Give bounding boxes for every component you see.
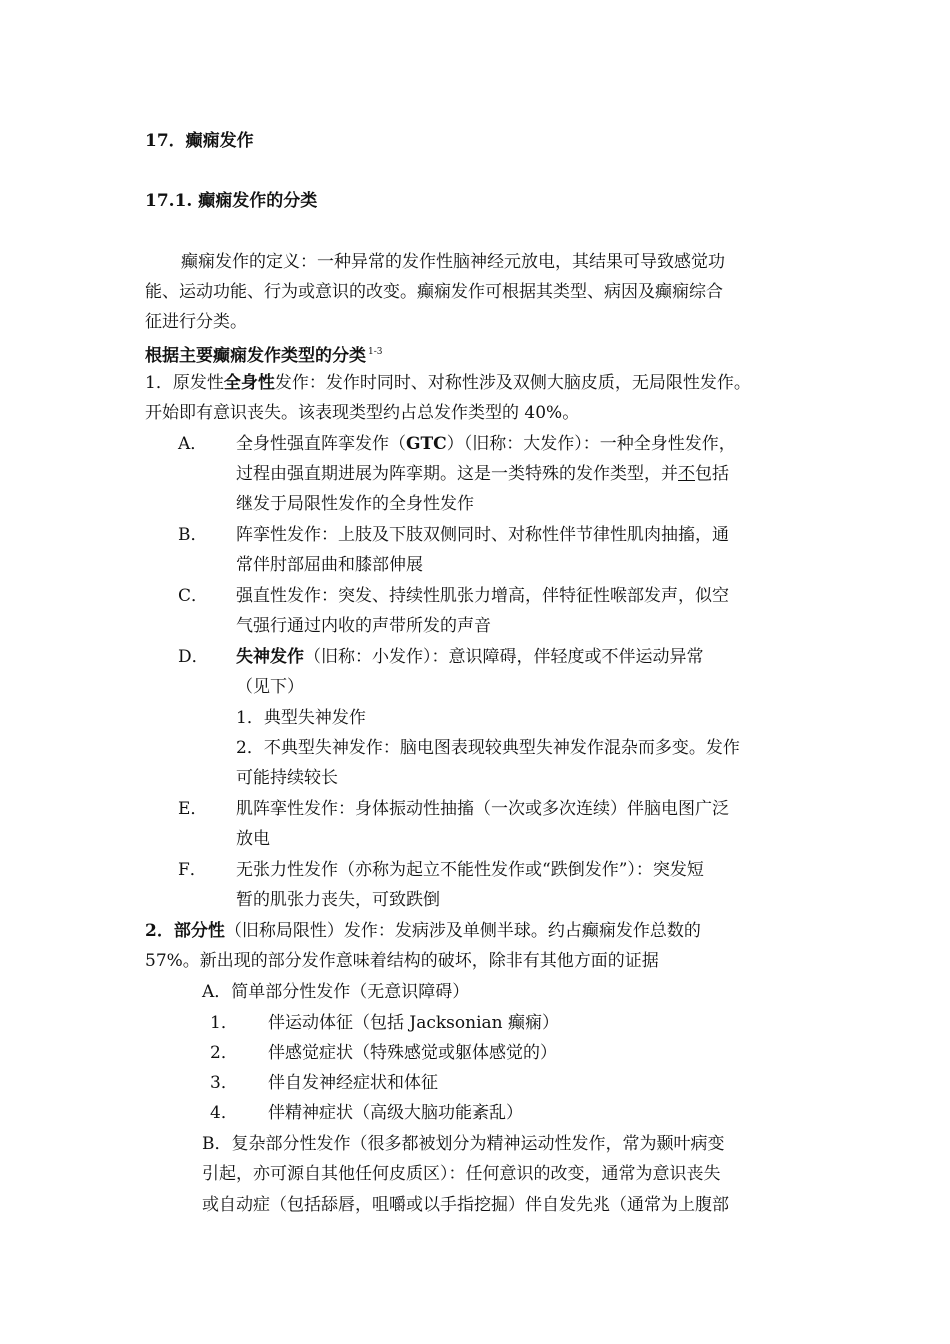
item-d-sub-1: 1．典型失神发作 [236, 708, 366, 728]
item-f-label: F． [178, 860, 207, 880]
item-a-line-1 [236, 432, 736, 456]
item-a-line-2 [236, 462, 729, 486]
sub-item-3-num: 3． [210, 1073, 238, 1093]
item-c-line-1: 强直性发作：突发、持续性肌张力增高，伴特征性喉部发声，似空 [236, 586, 729, 606]
section1-rest: 发作：发作时同时、对称性涉及双侧大脑皮质，无局限性发作。 [274, 373, 751, 393]
item-b-line-2: 常伴肘部屈曲和膝部伸展 [236, 555, 423, 575]
item-f-line-2: 暂的肌张力丧失，可致跌倒 [236, 890, 440, 910]
section1-line-2: 开始即有意识丧失。该表现类型约占总发作类型的 40%。 [145, 403, 580, 423]
section1-lead: 1．原发性 [145, 373, 224, 393]
classification-heading-text: 根据主要癫痫发作类型的分类 [145, 346, 366, 366]
item-a-text-1c: ）（旧称：大发作）：一种全身性发作， [446, 434, 736, 454]
item-b-label: B． [178, 525, 208, 545]
sub-item-2-text: 伴感觉症状（特殊感觉或躯体感觉的） [268, 1043, 557, 1063]
sub-item-2-num: 2． [210, 1043, 238, 1063]
item-c-line-2: 气强行通过内收的声带所发的声音 [236, 616, 491, 636]
section1-bold: 全身性 [223, 373, 275, 393]
item-a-underlined: 不 [678, 464, 695, 484]
item-d-label: D． [178, 647, 209, 667]
item-d-sub-2-line-1: 2．不典型失神发作：脑电图表现较典型失神发作混杂而多变。发作 [236, 738, 740, 758]
section2-item-a: A．简单部分性发作（无意识障碍） [202, 982, 470, 1002]
item-a-gtc: GTC [406, 434, 447, 454]
item-e-line-2: 放电 [236, 829, 270, 849]
section2-item-b-line-1: B．复杂部分性发作（很多都被划分为精神运动性发作，常为颞叶病变 [202, 1134, 725, 1154]
section2-item-b-line-2: 引起，亦可源自其他任何皮质区）：任何意识的改变，通常为意识丧失 [202, 1164, 721, 1184]
item-d-sub-2-line-2: 可能持续较长 [236, 768, 338, 788]
section2-line-2: 57%。新出现的部分发作意味着结构的破坏，除非有其他方面的证据 [145, 951, 659, 971]
item-b-line-1: 阵挛性发作：上肢及下肢双侧同时、对称性伴节律性肌肉抽搐，通 [236, 525, 729, 545]
item-a-line-3: 继发于局限性发作的全身性发作 [236, 494, 474, 514]
reference-superscript: 1-3 [368, 347, 383, 357]
item-d-line-1 [236, 645, 704, 669]
section2-rest: （旧称局限性）发作：发病涉及单侧半球。约占癫痫发作总数的 [224, 921, 701, 941]
item-c-label: C． [178, 586, 209, 606]
item-a-text-1a: 全身性强直阵挛发作（ [236, 434, 406, 454]
section-subtitle: 17.1. 癫痫发作的分类 [145, 191, 318, 211]
section2-bold: 2．部分性 [145, 921, 225, 941]
definition-line-1: 癫痫发作的定义：一种异常的发作性脑神经元放电，其结果可导致感觉功 [181, 252, 725, 272]
sub-item-4-num: 4． [210, 1103, 238, 1123]
sub-item-1-num: 1． [210, 1013, 238, 1033]
definition-line-2: 能、运动功能、行为或意识的改变。癫痫发作可根据其类型、病因及癫痫综合 [145, 282, 723, 302]
item-a-text-2b: 包括 [695, 464, 729, 484]
sub-item-3-text: 伴自发神经症状和体征 [268, 1073, 438, 1093]
definition-line-3: 征进行分类。 [145, 312, 247, 332]
item-d-bold: 失神发作 [236, 647, 304, 667]
sub-item-1-text: 伴运动体征（包括 Jacksonian 癫痫） [268, 1013, 560, 1033]
classification-heading [145, 340, 383, 368]
item-e-line-1: 肌阵挛性发作：身体振动性抽搐（一次或多次连续）伴脑电图广泛 [236, 799, 729, 819]
section2-line-1 [145, 919, 701, 943]
sub-item-4-text: 伴精神症状（高级大脑功能紊乱） [268, 1103, 523, 1123]
item-a-label: A． [178, 434, 208, 454]
section2-item-b-line-3: 或自动症（包括舔唇，咀嚼或以手指挖掘）伴自发先兆（通常为上腹部 [202, 1195, 729, 1215]
section-title: 17．癫痫发作 [145, 131, 254, 151]
section1-line-1 [145, 371, 751, 395]
item-e-label: E． [178, 799, 208, 819]
item-a-text-2a: 过程由强直期进展为阵挛期。这是一类特殊的发作类型，并 [236, 464, 678, 484]
item-d-line-2: （见下） [236, 677, 304, 697]
item-f-line-1: 无张力性发作（亦称为起立不能性发作或“跌倒发作”）：突发短 [236, 860, 704, 880]
item-d-text-1: （旧称：小发作）：意识障碍，伴轻度或不伴运动异常 [304, 647, 704, 667]
